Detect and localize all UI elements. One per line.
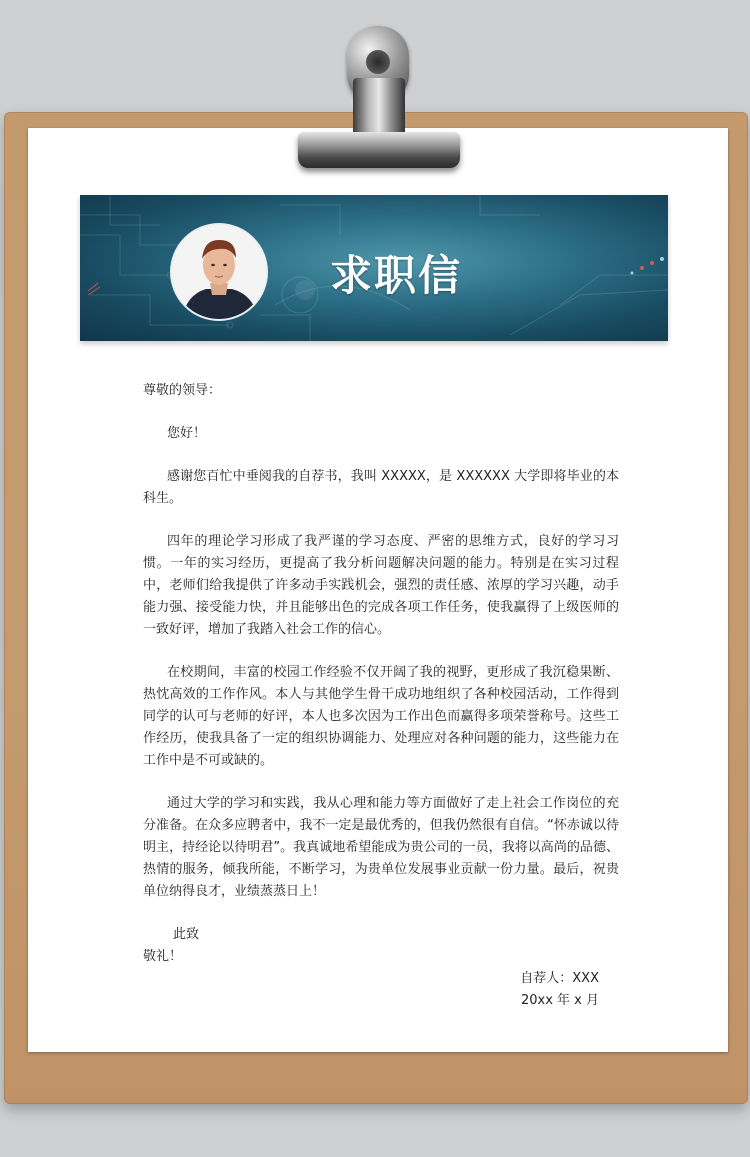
clip-hinge-icon	[353, 78, 405, 140]
closing-line-1: 此致	[173, 927, 200, 942]
salutation: 尊敬的领导：	[143, 383, 222, 398]
greeting: 您好！	[167, 426, 207, 441]
page-title: 求职信	[330, 251, 463, 300]
paragraph-campus: 在校期间，丰富的校园工作经验不仅开阔了我的视野，更形成了我沉稳果断、热忱高效的工作作风。本人与其他学生骨干成功地组织了各种校园活动，工作得到同学的认可与老师的好评，本人也多次因为工作出色而赢得多项荣誉称号。这些工作经历，使我具备了一定的组织协调能力、处理应对各种问题的能力，这些能力在工作中是不可或缺的。	[143, 665, 619, 768]
signature: 自荐人：XXX	[520, 971, 599, 986]
person-photo-icon	[172, 225, 266, 319]
paragraph-study: 四年的理论学习形成了我严谨的学习态度、严密的思维方式，良好的学习习惯。一年的实习经历，更提高了我分析问题解决问题的能力。特别是在实习过程中，老师们给我提供了许多动手实践机会，强烈的责任感、浓厚的学习兴趣，动手能力强、接受能力快，并且能够出色的完成各项工作任务，使我赢得了上级医师的一致好评，增加了我踏入社会工作的信心。	[143, 534, 619, 637]
paragraph-intro: 感谢您百忙中垂阅我的自荐书，我叫 XXXXX，是 XXXXXX 大学即将毕业的本科生。	[143, 469, 619, 506]
date: 20xx 年 x 月	[520, 993, 599, 1008]
avatar	[172, 225, 266, 319]
binder-clip-icon	[298, 132, 460, 168]
paragraph-conclusion: 通过大学的学习和实践，我从心理和能力等方面做好了走上社会工作岗位的充分准备。在众多应聘者中，我不一定是最优秀的，但我仍然很有自信。“怀赤诚以待明主，持经论以待明君”。我真诚地希望能成为贵公司的一员，我将以高尚的品德、热情的服务，倾我所能，不断学习，为贵单位发展事业贡献一份力量。最后，祝贵单位纳得良才，业绩蒸蒸日上！	[143, 796, 619, 899]
header-banner	[80, 195, 668, 341]
closing-line-2: 敬礼！	[143, 949, 183, 964]
letter-body	[143, 380, 619, 1012]
